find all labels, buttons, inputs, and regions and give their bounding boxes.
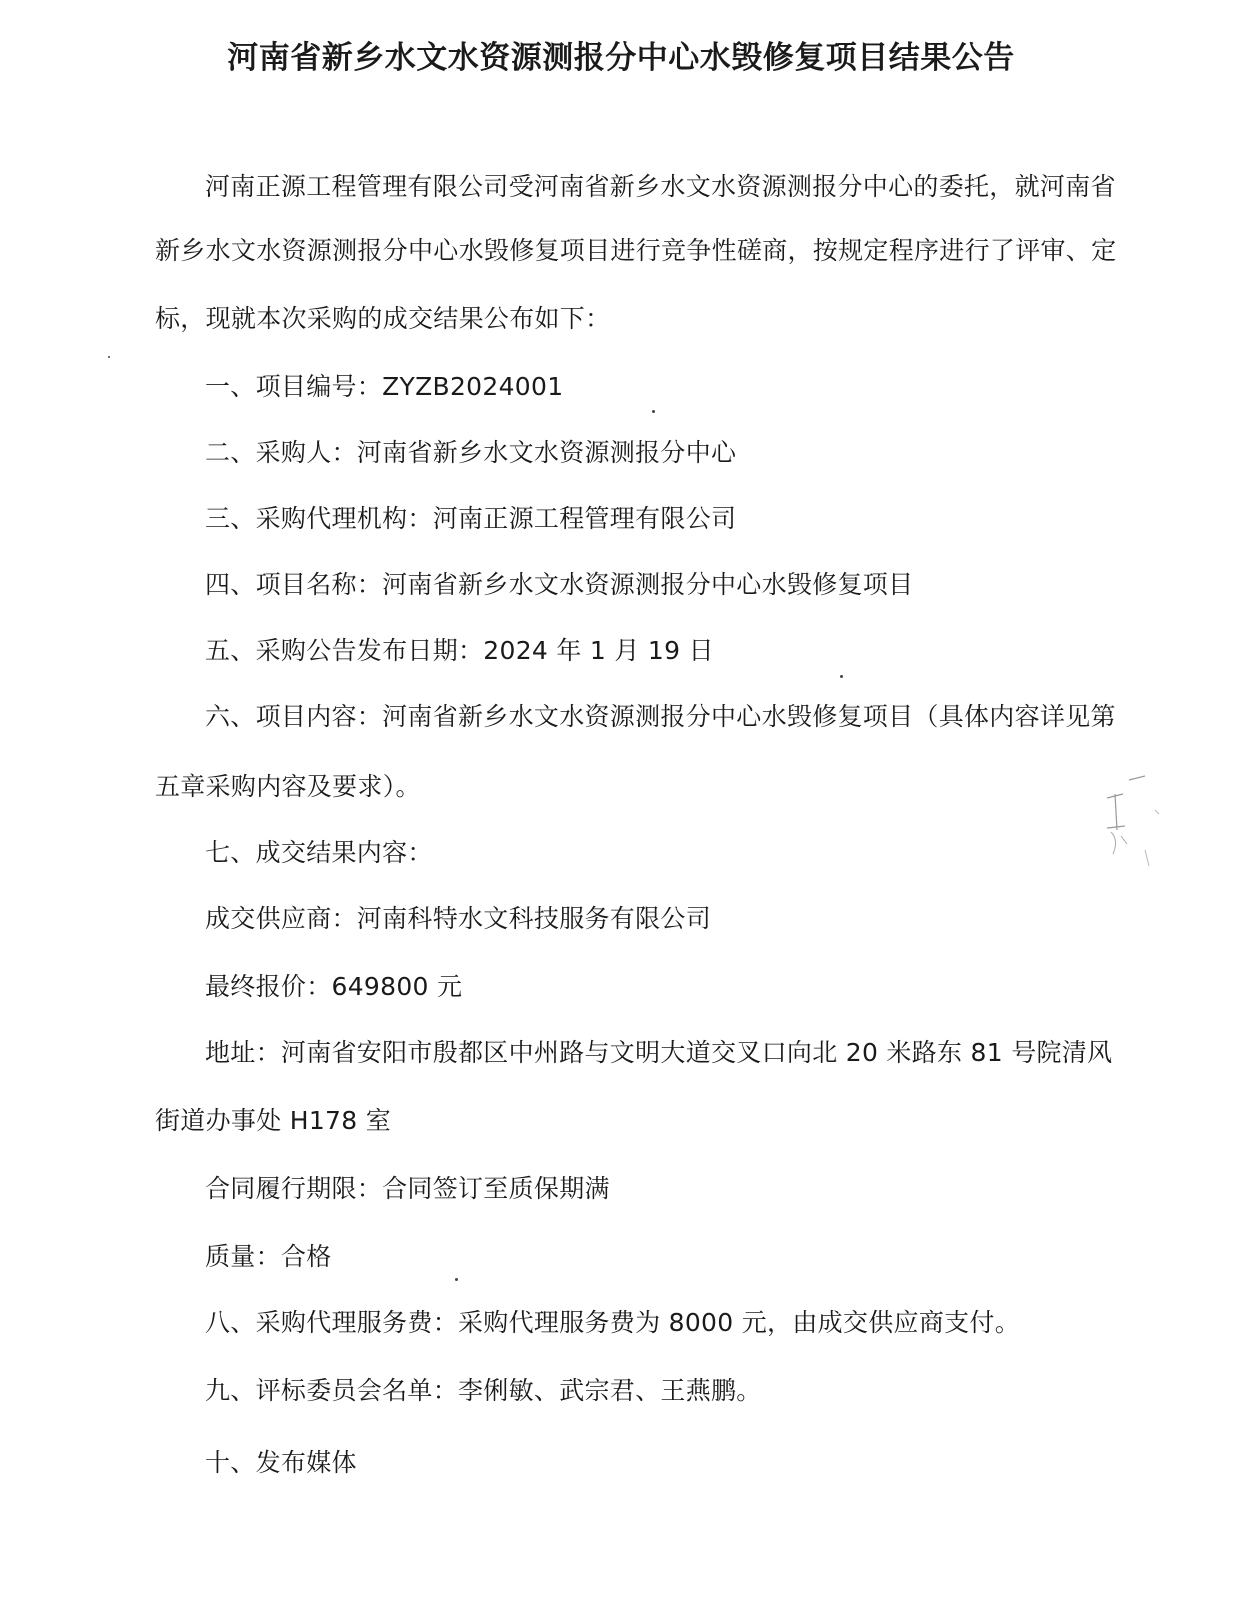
scan-speck — [108, 356, 110, 358]
result-quality: 质量：合格 — [205, 1242, 332, 1271]
result-contract-period: 合同履行期限：合同签订至质保期满 — [205, 1174, 610, 1203]
item-content-line-1: 六、项目内容：河南省新乡水文水资源测报分中心水毁修复项目（具体内容详见第 — [205, 702, 1116, 731]
item-service-fee: 八、采购代理服务费：采购代理服务费为 8000 元，由成交供应商支付。 — [205, 1308, 1021, 1337]
intro-line-3: 标，现就本次采购的成交结果公布如下： — [155, 304, 611, 333]
intro-line-1: 河南正源工程管理有限公司受河南省新乡水文水资源测报分中心的委托，就河南省 — [205, 172, 1116, 201]
scan-speck — [652, 410, 655, 413]
item-announce-date: 五、采购公告发布日期：2024 年 1 月 19 日 — [205, 636, 714, 665]
scan-speck — [455, 1278, 458, 1281]
item-purchaser: 二、采购人：河南省新乡水文水资源测报分中心 — [205, 438, 737, 467]
item-project-name: 四、项目名称：河南省新乡水文水资源测报分中心水毁修复项目 — [205, 570, 914, 599]
item-review-committee: 九、评标委员会名单：李俐敏、武宗君、王燕鹏。 — [205, 1376, 762, 1405]
item-publish-media: 十、发布媒体 — [205, 1448, 357, 1477]
result-supplier: 成交供应商：河南科特水文科技服务有限公司 — [205, 904, 712, 933]
scan-speck — [840, 675, 843, 678]
seal-edge-mark — [1105, 770, 1165, 890]
result-final-price: 最终报价：649800 元 — [205, 972, 463, 1001]
item-content-line-2: 五章采购内容及要求）。 — [155, 772, 421, 801]
item-result-heading: 七、成交结果内容： — [205, 838, 433, 867]
page-title: 河南省新乡水文水资源测报分中心水毁修复项目结果公告 — [227, 40, 1015, 76]
item-agency: 三、采购代理机构：河南正源工程管理有限公司 — [205, 504, 737, 533]
result-address-line-1: 地址：河南省安阳市殷都区中州路与文明大道交叉口向北 20 米路东 81 号院清风 — [205, 1038, 1113, 1067]
item-project-number: 一、项目编号：ZYZB2024001 — [205, 372, 564, 401]
result-address-line-2: 街道办事处 H178 室 — [155, 1106, 392, 1135]
intro-line-2: 新乡水文水资源测报分中心水毁修复项目进行竞争性磋商，按规定程序进行了评审、定 — [155, 236, 1117, 265]
